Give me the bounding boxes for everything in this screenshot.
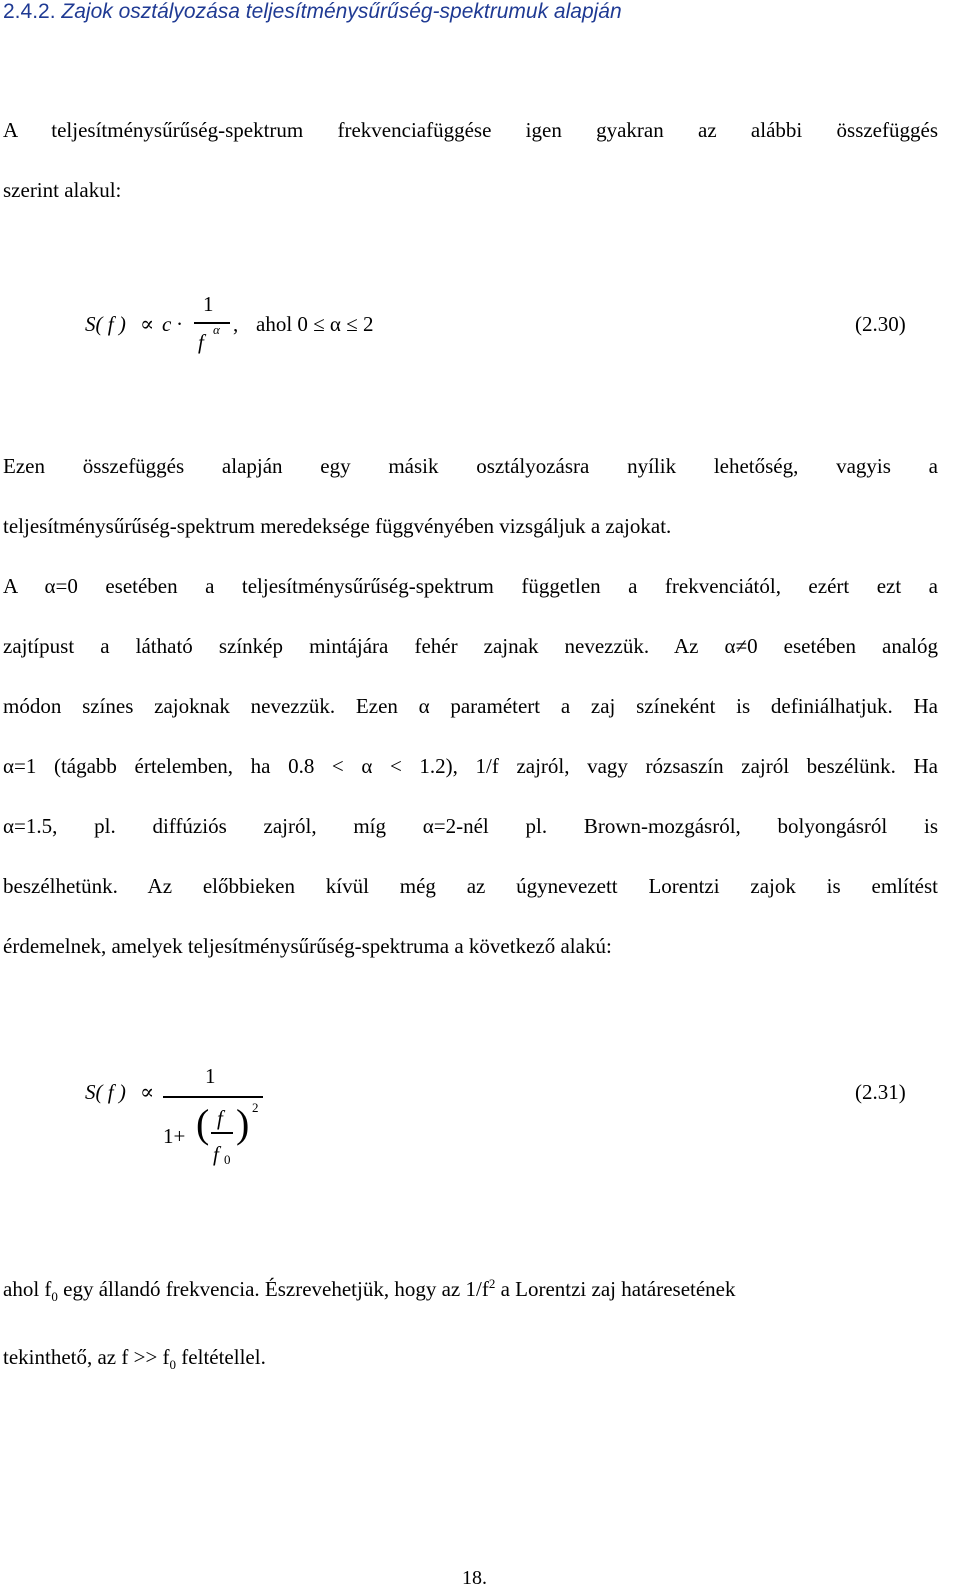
equation-number: (2.30) bbox=[855, 312, 906, 336]
text-line: Ezen összefüggés alapján egy másik osztályozásra nyílik lehetőség, vagyis a bbox=[3, 454, 938, 478]
section-number: 2.4.2. bbox=[3, 0, 56, 23]
text-line: szerint alakul: bbox=[3, 178, 122, 202]
proportional-symbol: ∝ bbox=[140, 1080, 155, 1104]
text-line: módon színes zajoknak nevezzük. Ezen α paramétert a zaj színeként is definiálhatjuk. Ha bbox=[3, 694, 938, 718]
equation-number: (2.31) bbox=[855, 1080, 906, 1104]
text-line: A teljesítménysűrűség-spektrum frekvenciafüggése igen gyakran az alábbi összefüggés bbox=[3, 118, 938, 142]
fraction-bar bbox=[194, 322, 230, 324]
eq-inner-denominator: f bbox=[213, 1142, 219, 1166]
left-paren: ( bbox=[196, 1101, 210, 1146]
eq-condition: ahol 0 ≤ α ≤ 2 bbox=[256, 312, 374, 336]
eq-numerator: 1 bbox=[205, 1064, 216, 1088]
proportional-symbol: ∝ bbox=[140, 312, 155, 336]
fraction-bar bbox=[163, 1096, 263, 1098]
page-number: 18. bbox=[462, 1567, 487, 1589]
text-line: A α=0 esetében a teljesítménysűrűség-spektrum független a frekvenciától, ezért ezt a bbox=[3, 574, 938, 598]
eq-denominator: f bbox=[198, 330, 204, 354]
eq-inner-numerator: f bbox=[217, 1106, 223, 1130]
text-line: beszélhetünk. Az előbbieken kívül még az úgynevezett Lorentzi zajok is említést bbox=[3, 874, 938, 898]
eq-constant: c · bbox=[162, 312, 182, 336]
eq-exponent: 2 bbox=[252, 1100, 259, 1115]
eq-lhs: S( f ) bbox=[85, 1080, 126, 1104]
section-title: Zajok osztályozása teljesítménysűrűség-spektrumuk alapján bbox=[61, 0, 622, 23]
eq-lhs: S( f ) bbox=[85, 312, 126, 336]
paragraph-lorentz bbox=[3, 1254, 938, 1395]
eq-numerator: 1 bbox=[203, 292, 214, 316]
eq-one-plus: 1+ bbox=[163, 1124, 186, 1148]
text-line: teljesítménysűrűség-spektrum meredeksége függvényében vizsgáljuk a zajokat. bbox=[3, 514, 672, 538]
eq-inner-subscript: 0 bbox=[224, 1152, 231, 1167]
text-line: érdemelnek, amelyek teljesítménysűrűség-spektruma a következő alakú: bbox=[3, 934, 612, 958]
text-line: zajtípust a látható színkép mintájára fehér zajnak nevezzük. Az α≠0 esetében analóg bbox=[3, 634, 938, 658]
eq-comma: , bbox=[233, 312, 239, 336]
text-line: ahol $f_0$ egy állandó frekvencia. Észrevehetjük, hogy az $1/f^2$ a Lorentzi zaj határesetének bbox=[3, 1276, 736, 1305]
text-line: α=1.5, pl. diffúziós zajról, míg α=2-nél pl. Brown-mozgásról, bolyongásról is bbox=[3, 814, 938, 838]
right-paren: ) bbox=[236, 1101, 250, 1146]
inner-fraction-bar bbox=[211, 1132, 233, 1134]
text-line: tekinthető, az $f >> f_0$ feltétellel. bbox=[3, 1345, 266, 1373]
text-line: α=1 (tágabb értelemben, ha 0.8 < α < 1.2), 1/f zajról, vagy rózsaszín zajról beszélünk. Ha bbox=[3, 754, 938, 778]
eq-exponent: α bbox=[213, 322, 220, 337]
section-heading bbox=[3, 0, 622, 24]
paragraph-classification bbox=[3, 436, 938, 976]
paragraph-intro bbox=[3, 100, 938, 220]
